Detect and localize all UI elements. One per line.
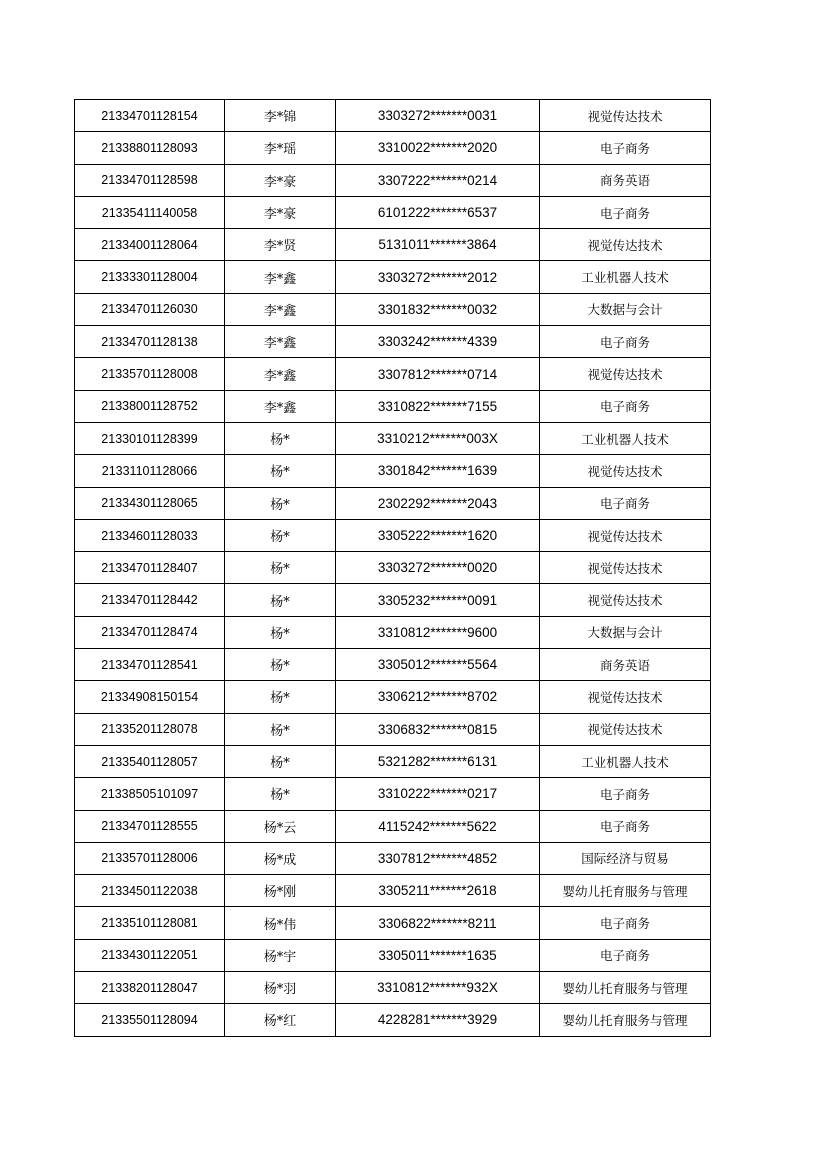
exam-number-cell: 21338505101097: [75, 778, 225, 810]
id-number-cell: 2302292*******2043: [336, 487, 540, 519]
exam-number-cell: 21335201128078: [75, 713, 225, 745]
table-row: [75, 164, 711, 196]
exam-number-cell: 21334701128138: [75, 326, 225, 358]
student-name-cell: 李*豪: [225, 164, 336, 196]
student-name-cell: 李*鑫: [225, 293, 336, 325]
major-cell: 电子商务: [540, 810, 711, 842]
major-cell: 视觉传达技术: [540, 713, 711, 745]
major-cell: 婴幼儿托育服务与管理: [540, 875, 711, 907]
table-row: [75, 1004, 711, 1036]
id-number-cell: 3310222*******0217: [336, 778, 540, 810]
student-name-cell: 杨*: [225, 745, 336, 777]
table-row: [75, 649, 711, 681]
table-row: [75, 842, 711, 874]
student-name-cell: 李*鑫: [225, 326, 336, 358]
id-number-cell: 3305012*******5564: [336, 649, 540, 681]
major-cell: 视觉传达技术: [540, 519, 711, 551]
student-name-cell: 李*鑫: [225, 358, 336, 390]
major-cell: 视觉传达技术: [540, 229, 711, 261]
table-row: [75, 326, 711, 358]
major-cell: 视觉传达技术: [540, 358, 711, 390]
id-number-cell: 3306212*******8702: [336, 681, 540, 713]
id-number-cell: 3303242*******4339: [336, 326, 540, 358]
table-row: [75, 745, 711, 777]
exam-number-cell: 21334701128474: [75, 616, 225, 648]
table-row: [75, 778, 711, 810]
id-number-cell: 3306822*******8211: [336, 907, 540, 939]
major-cell: 工业机器人技术: [540, 745, 711, 777]
table-row: [75, 100, 711, 132]
id-number-cell: 3306832*******0815: [336, 713, 540, 745]
student-name-cell: 杨*: [225, 455, 336, 487]
id-number-cell: 3310812*******9600: [336, 616, 540, 648]
id-number-cell: 5131011*******3864: [336, 229, 540, 261]
id-number-cell: 4228281*******3929: [336, 1004, 540, 1036]
student-name-cell: 杨*成: [225, 842, 336, 874]
table-row: [75, 552, 711, 584]
exam-number-cell: 21334701128555: [75, 810, 225, 842]
table-row: [75, 875, 711, 907]
student-name-cell: 李*瑶: [225, 132, 336, 164]
table-row: [75, 196, 711, 228]
student-name-cell: 杨*: [225, 487, 336, 519]
exam-number-cell: 21334501122038: [75, 875, 225, 907]
exam-number-cell: 21334701128154: [75, 100, 225, 132]
major-cell: 视觉传达技术: [540, 681, 711, 713]
table-row: [75, 487, 711, 519]
exam-number-cell: 21334701128541: [75, 649, 225, 681]
id-number-cell: 3305222*******1620: [336, 519, 540, 551]
major-cell: 电子商务: [540, 487, 711, 519]
id-number-cell: 3307812*******0714: [336, 358, 540, 390]
id-number-cell: 3303272*******0020: [336, 552, 540, 584]
table-row: [75, 132, 711, 164]
table-row: [75, 939, 711, 971]
major-cell: 商务英语: [540, 649, 711, 681]
major-cell: 电子商务: [540, 132, 711, 164]
id-number-cell: 3307812*******4852: [336, 842, 540, 874]
student-name-cell: 李*锦: [225, 100, 336, 132]
id-number-cell: 3305211*******2618: [336, 875, 540, 907]
table-row: [75, 616, 711, 648]
id-number-cell: 3305011*******1635: [336, 939, 540, 971]
id-number-cell: 5321282*******6131: [336, 745, 540, 777]
major-cell: 商务英语: [540, 164, 711, 196]
major-cell: 视觉传达技术: [540, 584, 711, 616]
exam-number-cell: 21335101128081: [75, 907, 225, 939]
table-row: [75, 713, 711, 745]
student-table: [74, 99, 711, 1037]
student-name-cell: 杨*羽: [225, 972, 336, 1004]
student-name-cell: 杨*: [225, 422, 336, 454]
table-row: [75, 293, 711, 325]
table-row: [75, 229, 711, 261]
major-cell: 视觉传达技术: [540, 552, 711, 584]
id-number-cell: 3310822*******7155: [336, 390, 540, 422]
table-row: [75, 422, 711, 454]
id-number-cell: 3303272*******2012: [336, 261, 540, 293]
table-row: [75, 907, 711, 939]
id-number-cell: 3310812*******932X: [336, 972, 540, 1004]
major-cell: 婴幼儿托育服务与管理: [540, 972, 711, 1004]
major-cell: 电子商务: [540, 939, 711, 971]
major-cell: 大数据与会计: [540, 293, 711, 325]
student-name-cell: 杨*刚: [225, 875, 336, 907]
major-cell: 电子商务: [540, 778, 711, 810]
student-name-cell: 杨*: [225, 519, 336, 551]
student-name-cell: 李*鑫: [225, 390, 336, 422]
exam-number-cell: 21334001128064: [75, 229, 225, 261]
exam-number-cell: 21330101128399: [75, 422, 225, 454]
major-cell: 电子商务: [540, 196, 711, 228]
id-number-cell: 3303272*******0031: [336, 100, 540, 132]
id-number-cell: 3310212*******003X: [336, 422, 540, 454]
id-number-cell: 3310022*******2020: [336, 132, 540, 164]
table-row: [75, 584, 711, 616]
student-name-cell: 杨*红: [225, 1004, 336, 1036]
table-row: [75, 390, 711, 422]
major-cell: 视觉传达技术: [540, 100, 711, 132]
exam-number-cell: 21335701128006: [75, 842, 225, 874]
major-cell: 电子商务: [540, 390, 711, 422]
exam-number-cell: 21334301128065: [75, 487, 225, 519]
exam-number-cell: 21331101128066: [75, 455, 225, 487]
student-name-cell: 杨*: [225, 713, 336, 745]
major-cell: 电子商务: [540, 907, 711, 939]
major-cell: 国际经济与贸易: [540, 842, 711, 874]
major-cell: 视觉传达技术: [540, 455, 711, 487]
table-row: [75, 358, 711, 390]
table-row: [75, 261, 711, 293]
exam-number-cell: 21334701128442: [75, 584, 225, 616]
student-name-cell: 杨*: [225, 616, 336, 648]
exam-number-cell: 21335501128094: [75, 1004, 225, 1036]
exam-number-cell: 21334701128407: [75, 552, 225, 584]
id-number-cell: 4115242*******5622: [336, 810, 540, 842]
exam-number-cell: 21335701128008: [75, 358, 225, 390]
student-name-cell: 杨*: [225, 649, 336, 681]
exam-number-cell: 21335401128057: [75, 745, 225, 777]
table-row: [75, 681, 711, 713]
student-name-cell: 杨*云: [225, 810, 336, 842]
table-row: [75, 810, 711, 842]
id-number-cell: 3307222*******0214: [336, 164, 540, 196]
exam-number-cell: 21334301122051: [75, 939, 225, 971]
student-name-cell: 杨*: [225, 778, 336, 810]
major-cell: 大数据与会计: [540, 616, 711, 648]
id-number-cell: 3301842*******1639: [336, 455, 540, 487]
table-row: [75, 972, 711, 1004]
id-number-cell: 3305232*******0091: [336, 584, 540, 616]
id-number-cell: 3301832*******0032: [336, 293, 540, 325]
exam-number-cell: 21334601128033: [75, 519, 225, 551]
student-name-cell: 杨*宇: [225, 939, 336, 971]
exam-number-cell: 21338001128752: [75, 390, 225, 422]
student-name-cell: 李*豪: [225, 196, 336, 228]
student-name-cell: 杨*伟: [225, 907, 336, 939]
major-cell: 工业机器人技术: [540, 422, 711, 454]
student-name-cell: 杨*: [225, 552, 336, 584]
exam-number-cell: 21334701126030: [75, 293, 225, 325]
id-number-cell: 6101222*******6537: [336, 196, 540, 228]
table-row: [75, 455, 711, 487]
student-name-cell: 杨*: [225, 681, 336, 713]
major-cell: 工业机器人技术: [540, 261, 711, 293]
major-cell: 电子商务: [540, 326, 711, 358]
student-name-cell: 李*贤: [225, 229, 336, 261]
table-row: [75, 519, 711, 551]
major-cell: 婴幼儿托育服务与管理: [540, 1004, 711, 1036]
student-name-cell: 李*鑫: [225, 261, 336, 293]
exam-number-cell: 21334908150154: [75, 681, 225, 713]
exam-number-cell: 21333301128004: [75, 261, 225, 293]
exam-number-cell: 21338201128047: [75, 972, 225, 1004]
student-name-cell: 杨*: [225, 584, 336, 616]
table-body: [75, 100, 711, 1037]
exam-number-cell: 21335411140058: [75, 196, 225, 228]
exam-number-cell: 21334701128598: [75, 164, 225, 196]
exam-number-cell: 21338801128093: [75, 132, 225, 164]
